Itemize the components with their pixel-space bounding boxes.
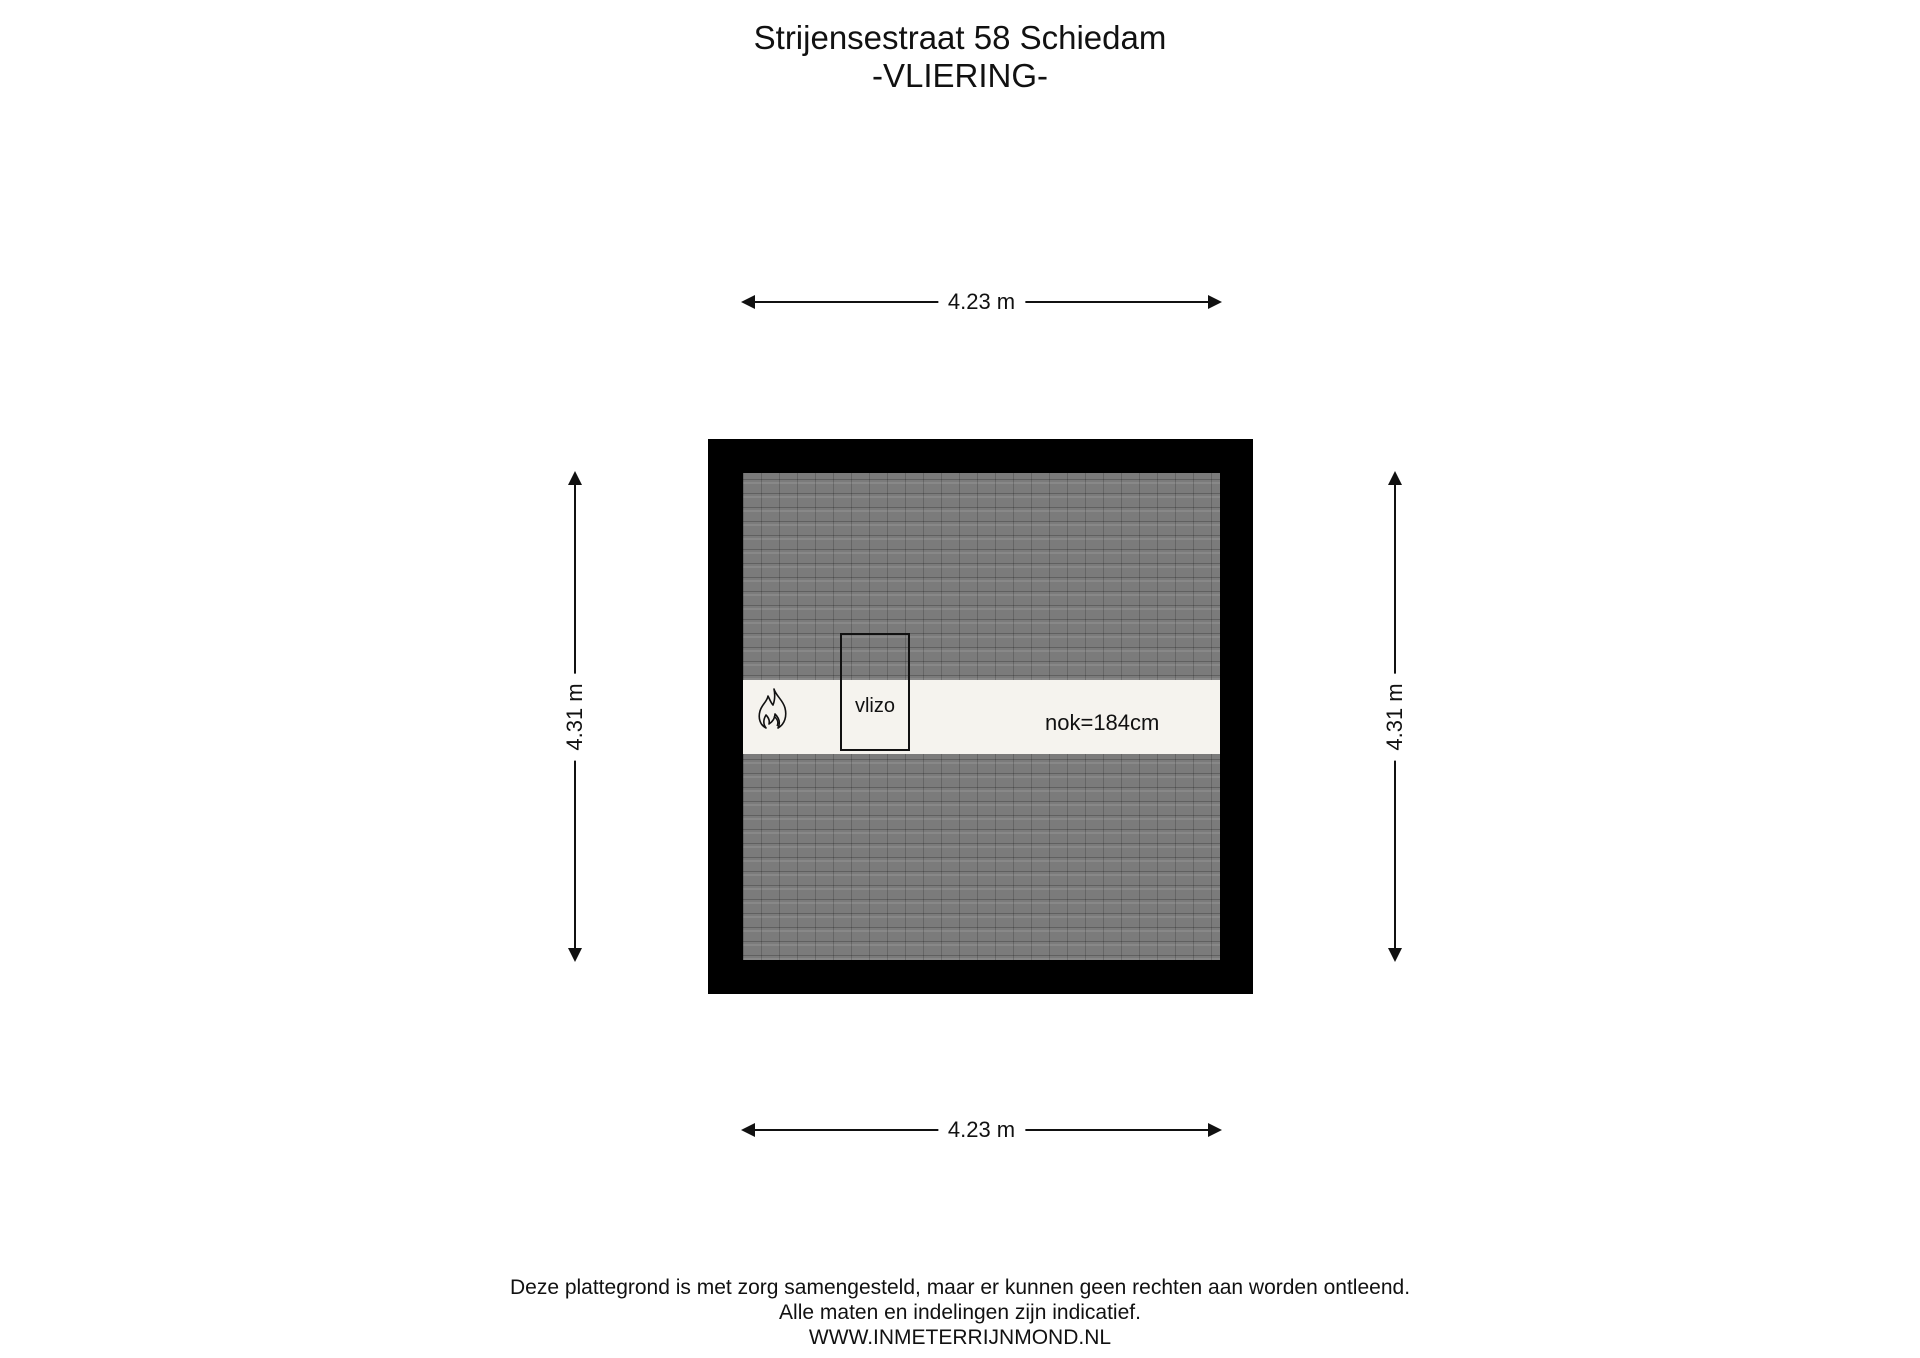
ridge-height-label: nok=184cm [1045,710,1160,735]
arrow-right-icon [1208,1123,1222,1137]
dimension-bottom [743,1117,1220,1142]
floor-name: -VLIERING- [871,57,1049,94]
arrow-right-icon [1208,295,1222,309]
attic-hatch-label: vlizo [854,695,895,717]
arrow-up-icon [1388,471,1402,485]
arrow-down-icon [1388,948,1402,962]
dimension-bottom-label: 4.23 m [938,1118,1025,1142]
dimension-right-label: 4.31 m [1383,673,1407,760]
website-link[interactable]: WWW.INMETERRIJNMOND.NL [808,1326,1112,1349]
arrow-up-icon [568,471,582,485]
disclaimer-text: Deze plattegrond is met zorg samengesteld, maar er kunnen geen rechten aan worden ontleend. [509,1276,1411,1299]
arrow-down-icon [568,948,582,962]
page-title: Strijensestraat 58 Schiedam [753,19,1167,56]
fire-icon [756,686,792,732]
dimension-left [562,473,587,960]
indicative-note: Alle maten en indelingen zijn indicatief. [779,1301,1141,1324]
arrow-left-icon [741,1123,755,1137]
dimension-top-label: 4.23 m [938,290,1025,314]
arrow-left-icon [741,295,755,309]
attic-hatch [840,633,910,751]
dimension-left-label: 4.31 m [563,673,587,760]
dimension-right [1382,473,1407,960]
dimension-top [743,289,1220,314]
